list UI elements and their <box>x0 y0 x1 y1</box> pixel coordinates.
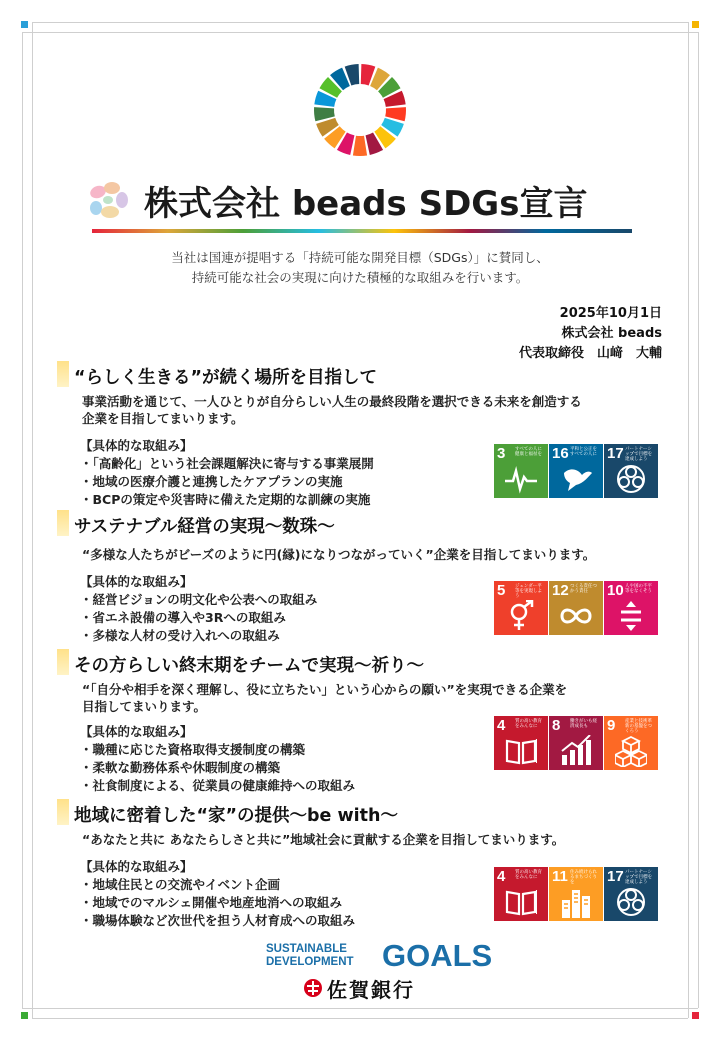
sdg-goals-logo <box>266 938 493 973</box>
sdg-goal-17-tile <box>604 444 658 498</box>
flower-icon <box>615 886 647 918</box>
section-2-item-3: ・多様な人材の受け入れへの取組み <box>80 628 280 643</box>
section-1-desc-2: 企業を目指してまいります。 <box>82 411 244 426</box>
sdg-goal-text: 人や国の不平等をなくそう <box>625 584 652 594</box>
section-1-item-3: ・BCPの策定や災害時に備えた定期的な訓練の実施 <box>80 492 371 507</box>
sdg-goal-number: 16 <box>552 445 569 462</box>
frame-bottom-line <box>22 1008 698 1009</box>
intro-line-2: 持続可能な社会の実現に向けた積極的な取組みを行います。 <box>191 270 529 285</box>
company-name: 株式会社 beads <box>561 326 662 341</box>
sdg-goal-number: 5 <box>497 582 506 599</box>
bank-emblem-icon <box>303 978 323 998</box>
sdg-goal-number: 8 <box>552 717 561 734</box>
section-1-title: “らしく生きる”が続く場所を目指して <box>74 368 378 388</box>
representative-name: 代表取締役 山﨑 大輔 <box>518 346 662 361</box>
page-title: 株式会社 beads SDGs宣言 <box>144 184 588 224</box>
sdg-goal-number: 3 <box>497 445 506 462</box>
sdg-goal-number: 4 <box>497 868 506 885</box>
infinity-icon <box>560 600 592 632</box>
sdg-wheel-icon <box>312 62 408 158</box>
frame-top-line <box>22 32 698 33</box>
section-accent-bar <box>57 510 69 536</box>
dove-icon <box>560 463 592 495</box>
section-3-title: その方らしい終末期をチームで実現～祈り～ <box>74 656 424 676</box>
section-accent-bar <box>57 799 69 825</box>
frame-right-line-inner <box>688 22 689 1018</box>
sdg-goal-5-tile <box>494 581 548 635</box>
sdg-goal-10-tile <box>604 581 658 635</box>
section-3-label: 【具体的な取組み】 <box>80 724 193 739</box>
sdg-goal-4-tile <box>494 716 548 770</box>
section-4-label: 【具体的な取組み】 <box>80 859 193 874</box>
declaration-date: 2025年10月1日 <box>559 306 662 321</box>
growth-icon <box>560 735 592 767</box>
sdg-goal-4-tile <box>494 867 548 921</box>
section-3-desc-1: “「自分や相手を深く理解し、役に立ちたい」という心からの願い”を実現できる企業を <box>82 682 568 697</box>
bank-name: 佐賀銀行 <box>327 978 415 1002</box>
section-4-item-1: ・地域住民との交流やイベント企画 <box>80 877 281 892</box>
sdg-goal-text: 平和と公正をすべての人に <box>570 447 597 457</box>
section-1-item-2: ・地域の医療介護と連携したケアプランの実施 <box>80 474 343 489</box>
sdg-goal-text: すべての人に健康と福祉を <box>515 447 542 457</box>
sdg-goal-16-tile <box>549 444 603 498</box>
city-icon <box>560 886 592 918</box>
sdg-goal-8-tile <box>549 716 603 770</box>
sdg-goal-text: パートナーシップで目標を達成しよう <box>625 447 653 462</box>
section-1-desc-1: 事業活動を通じて、一人ひとりが自分らしい人生の最終段階を選択できる未来を創造する <box>82 394 582 409</box>
flower-icon <box>615 463 647 495</box>
sdg-goal-17-tile <box>604 867 658 921</box>
section-4-desc-1: “あなたと共に あなたらしさと共に”地域社会に貢献する企業を目指してまいります。 <box>82 832 565 847</box>
section-2-item-2: ・省エネ設備の導入や3Rへの取組み <box>80 610 286 625</box>
section-2-label: 【具体的な取組み】 <box>80 574 193 589</box>
corner-square-bottom-left <box>21 1012 28 1019</box>
intro-line-1: 当社は国連が提唱する「持続可能な開発目標（SDGs）」に賛同し、 <box>171 250 549 265</box>
sdg-goal-text: ジェンダー平等を実現しよう <box>515 584 542 599</box>
corner-square-bottom-right <box>692 1012 699 1019</box>
section-1-item-1: ・「高齢化」という社会課題解決に寄与する事業展開 <box>80 456 374 471</box>
sdg-goal-number: 4 <box>497 717 506 734</box>
sdg-goal-number: 10 <box>607 582 624 599</box>
sdg-goal-number: 17 <box>607 868 624 885</box>
sdg-goal-text: 産業と技術革新の基盤をつくろう <box>625 719 652 734</box>
section-3-item-2: ・柔軟な勤務体系や休暇制度の構築 <box>80 760 281 775</box>
beads-logo-icon <box>86 178 130 222</box>
equality-icon <box>615 600 647 632</box>
section-accent-bar <box>57 649 69 675</box>
book-icon <box>505 886 537 918</box>
bank-logo <box>303 974 423 1002</box>
sdg-goal-11-tile <box>549 867 603 921</box>
gender-icon <box>505 600 537 632</box>
corner-square-top-right <box>692 21 699 28</box>
sdg-goal-text: 質の高い教育をみんなに <box>515 719 542 729</box>
sdg-goal-9-tile <box>604 716 658 770</box>
title-underline <box>92 229 632 233</box>
section-1-label: 【具体的な取組み】 <box>80 438 193 453</box>
section-4-item-2: ・地域でのマルシェ開催や地産地消への取組み <box>80 895 342 910</box>
sdg-goal-number: 12 <box>552 582 569 599</box>
section-4-title: 地域に密着した“家”の提供～be with～ <box>74 806 398 826</box>
frame-bottom-line-inner <box>32 1018 688 1019</box>
sdg-logo-line-2: DEVELOPMENT <box>266 956 354 968</box>
sdg-logo-goals: GOALS <box>382 938 493 973</box>
section-3-desc-2: 目指してまいります。 <box>82 699 207 714</box>
sdg-goal-number: 11 <box>552 868 568 885</box>
frame-left-line <box>22 32 23 1008</box>
sdg-logo-line-1: SUSTAINABLE <box>266 943 347 955</box>
sdg-goal-number: 17 <box>607 445 624 462</box>
section-2-item-1: ・経営ビジョンの明文化や公表への取組み <box>80 592 318 607</box>
sdg-wheel-segment <box>353 136 367 156</box>
book-icon <box>505 735 537 767</box>
section-2-desc-1: “多様な人たちがビーズのように円(縁)になりつながっていく”企業を目指してまいります。 <box>82 547 596 562</box>
sdg-goal-text: 働きがいも経済成長も <box>570 719 597 729</box>
frame-right-line <box>698 32 699 1008</box>
sdg-goal-3-tile <box>494 444 548 498</box>
sdg-goal-12-tile <box>549 581 603 635</box>
sdg-goal-text: つくる責任つかう責任 <box>570 584 597 594</box>
corner-square-top-left <box>21 21 28 28</box>
section-3-item-1: ・職種に応じた資格取得支援制度の構築 <box>80 742 306 757</box>
frame-left-line-inner <box>32 22 33 1018</box>
sdg-goal-number: 9 <box>607 717 616 734</box>
title-block <box>86 172 646 228</box>
section-2-title: サステナブル経営の実現～数珠～ <box>74 517 335 537</box>
section-accent-bar <box>57 361 69 387</box>
section-4-item-3: ・職場体験など次世代を担う人材育成への取組み <box>80 913 356 928</box>
sdg-goal-text: パートナーシップで目標を達成しよう <box>625 870 653 885</box>
section-3-item-3: ・社食制度による、従業員の健康維持への取組み <box>80 778 356 793</box>
cubes-icon <box>615 735 647 767</box>
heartbeat-icon <box>505 463 537 495</box>
sdg-goal-text: 住み続けられるまちづくりを <box>570 870 597 885</box>
frame-top-line-inner <box>32 22 688 23</box>
sdg-goal-text: 質の高い教育をみんなに <box>515 870 542 880</box>
